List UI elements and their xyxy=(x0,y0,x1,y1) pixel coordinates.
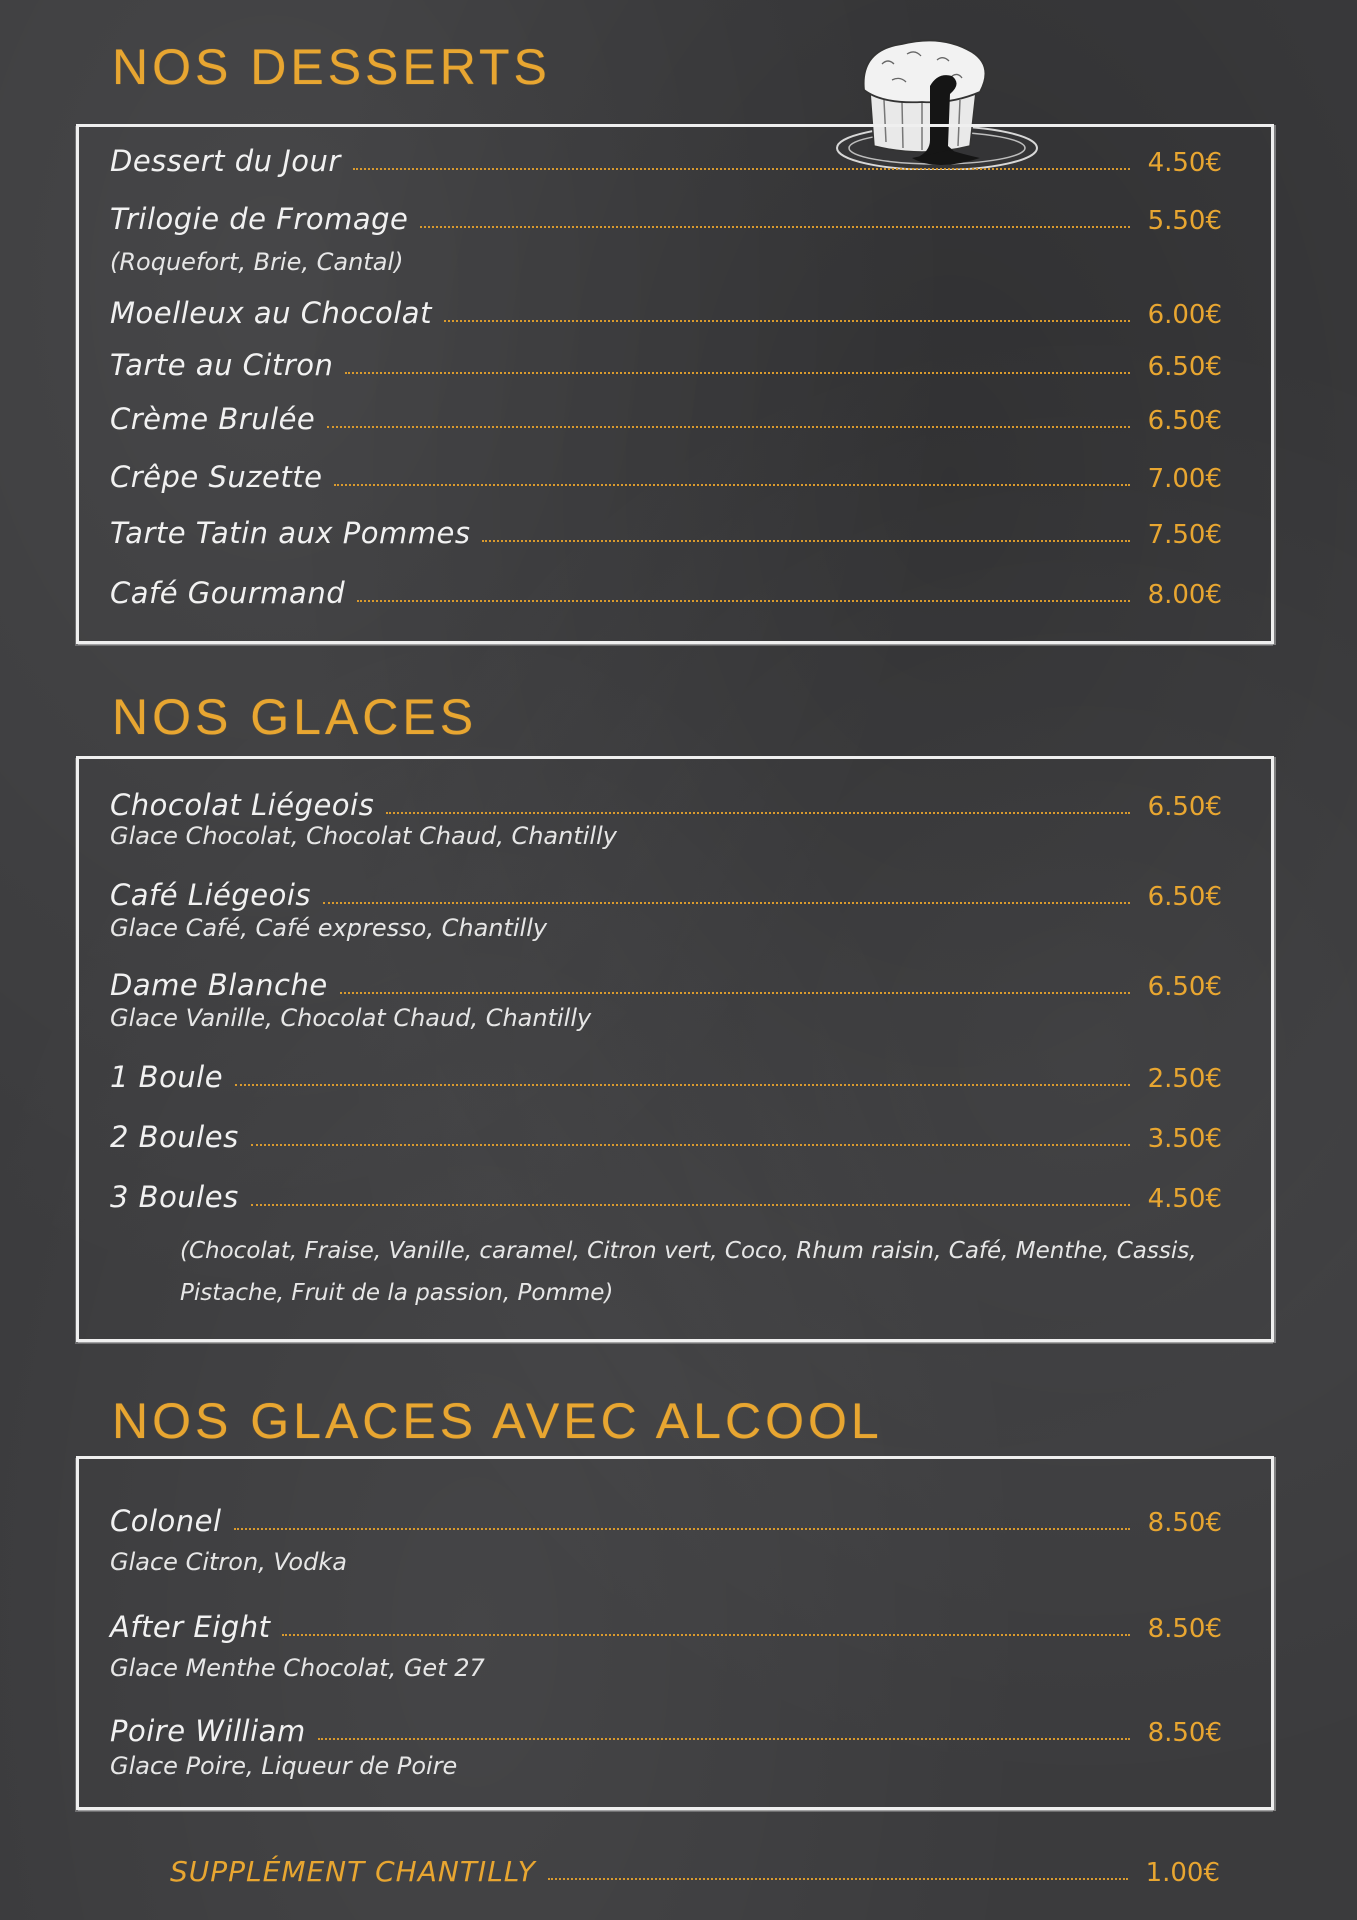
item-name: Moelleux au Chocolat xyxy=(110,296,432,330)
item-price: 8.00€ xyxy=(1147,580,1222,610)
item-name: Crème Brulée xyxy=(110,402,316,436)
supplement-row xyxy=(170,1848,1220,1888)
menu-item xyxy=(110,1708,1222,1748)
item-name: 2 Boules xyxy=(110,1120,239,1154)
item-name: Poire William xyxy=(110,1714,306,1748)
dotted-leader xyxy=(334,484,1130,486)
item-name: Café Liégeois xyxy=(110,878,312,912)
dotted-leader xyxy=(444,320,1130,322)
item-name: Dame Blanche xyxy=(110,968,328,1002)
item-name: Café Gourmand xyxy=(110,576,346,610)
item-name: 3 Boules xyxy=(110,1180,239,1214)
alcool-heading: NOS GLACES AVEC ALCOOL xyxy=(112,1393,883,1449)
item-name: SUPPLÉMENT CHANTILLY xyxy=(170,1855,536,1888)
dotted-leader xyxy=(235,1084,1130,1086)
menu-item xyxy=(110,570,1222,610)
menu-item xyxy=(110,454,1222,494)
item-price: 4.50€ xyxy=(1147,148,1222,178)
item-name: Crêpe Suzette xyxy=(110,460,323,494)
item-price: 6.00€ xyxy=(1147,300,1222,330)
item-name: Chocolat Liégeois xyxy=(110,788,375,822)
menu-item xyxy=(110,872,1222,912)
menu-item xyxy=(110,396,1222,436)
item-price: 1.00€ xyxy=(1145,1858,1220,1888)
menu-item xyxy=(110,342,1222,382)
dotted-leader xyxy=(340,992,1130,994)
menu-item xyxy=(110,782,1222,822)
menu-item xyxy=(110,1604,1222,1644)
item-price: 5.50€ xyxy=(1147,206,1222,236)
item-price: 8.50€ xyxy=(1147,1718,1222,1748)
item-name: Dessert du Jour xyxy=(110,144,341,178)
item-description: Glace Menthe Chocolat, Get 27 xyxy=(110,1654,485,1682)
item-price: 6.50€ xyxy=(1147,882,1222,912)
item-price: 7.00€ xyxy=(1147,464,1222,494)
menu-item xyxy=(110,1054,1222,1094)
item-description: Glace Citron, Vodka xyxy=(110,1548,347,1576)
dotted-leader xyxy=(548,1878,1128,1880)
item-price: 2.50€ xyxy=(1147,1064,1222,1094)
item-name: Colonel xyxy=(110,1504,222,1538)
item-price: 8.50€ xyxy=(1147,1508,1222,1538)
menu-item xyxy=(110,138,1222,178)
menu-item xyxy=(110,290,1222,330)
item-price: 8.50€ xyxy=(1147,1614,1222,1644)
item-description: Glace Café, Café expresso, Chantilly xyxy=(110,914,548,942)
item-price: 6.50€ xyxy=(1147,972,1222,1002)
dotted-leader xyxy=(323,902,1130,904)
dotted-leader xyxy=(482,540,1130,542)
dotted-leader xyxy=(251,1144,1130,1146)
dotted-leader xyxy=(357,600,1130,602)
dotted-leader xyxy=(234,1528,1130,1530)
dotted-leader xyxy=(353,168,1130,170)
dotted-leader xyxy=(386,812,1130,814)
dotted-leader xyxy=(318,1738,1130,1740)
item-name: Tarte au Citron xyxy=(110,348,334,382)
menu-item xyxy=(110,1498,1222,1538)
item-price: 4.50€ xyxy=(1147,1184,1222,1214)
item-description: Glace Chocolat, Chocolat Chaud, Chantilly xyxy=(110,822,617,850)
item-name: 1 Boule xyxy=(110,1060,224,1094)
item-description: (Roquefort, Brie, Cantal) xyxy=(110,248,404,276)
item-name: After Eight xyxy=(110,1610,271,1644)
item-price: 7.50€ xyxy=(1147,520,1222,550)
item-description: Glace Poire, Liqueur de Poire xyxy=(110,1752,458,1780)
item-name: Tarte Tatin aux Pommes xyxy=(110,516,471,550)
glaces-heading: NOS GLACES xyxy=(112,689,478,745)
dotted-leader xyxy=(420,226,1130,228)
item-description: Glace Vanille, Chocolat Chaud, Chantilly xyxy=(110,1004,592,1032)
menu-item xyxy=(110,962,1222,1002)
dotted-leader xyxy=(282,1634,1130,1636)
menu-item xyxy=(110,1114,1222,1154)
item-price: 6.50€ xyxy=(1147,352,1222,382)
desserts-heading: NOS DESSERTS xyxy=(112,39,551,95)
menu-item xyxy=(110,196,1222,236)
menu-item xyxy=(110,510,1222,550)
menu-item xyxy=(110,1174,1222,1214)
item-price: 6.50€ xyxy=(1147,406,1222,436)
dotted-leader xyxy=(345,372,1130,374)
dotted-leader xyxy=(251,1204,1130,1206)
dotted-leader xyxy=(327,426,1130,428)
item-price: 3.50€ xyxy=(1147,1124,1222,1154)
item-name: Trilogie de Fromage xyxy=(110,202,409,236)
flavours-note: (Chocolat, Fraise, Vanille, caramel, Citron vert, Coco, Rhum raisin, Café, Menthe, Cassis, Pistache, Fruit de la passion, Pomme) xyxy=(180,1238,1197,1306)
item-price: 6.50€ xyxy=(1147,792,1222,822)
